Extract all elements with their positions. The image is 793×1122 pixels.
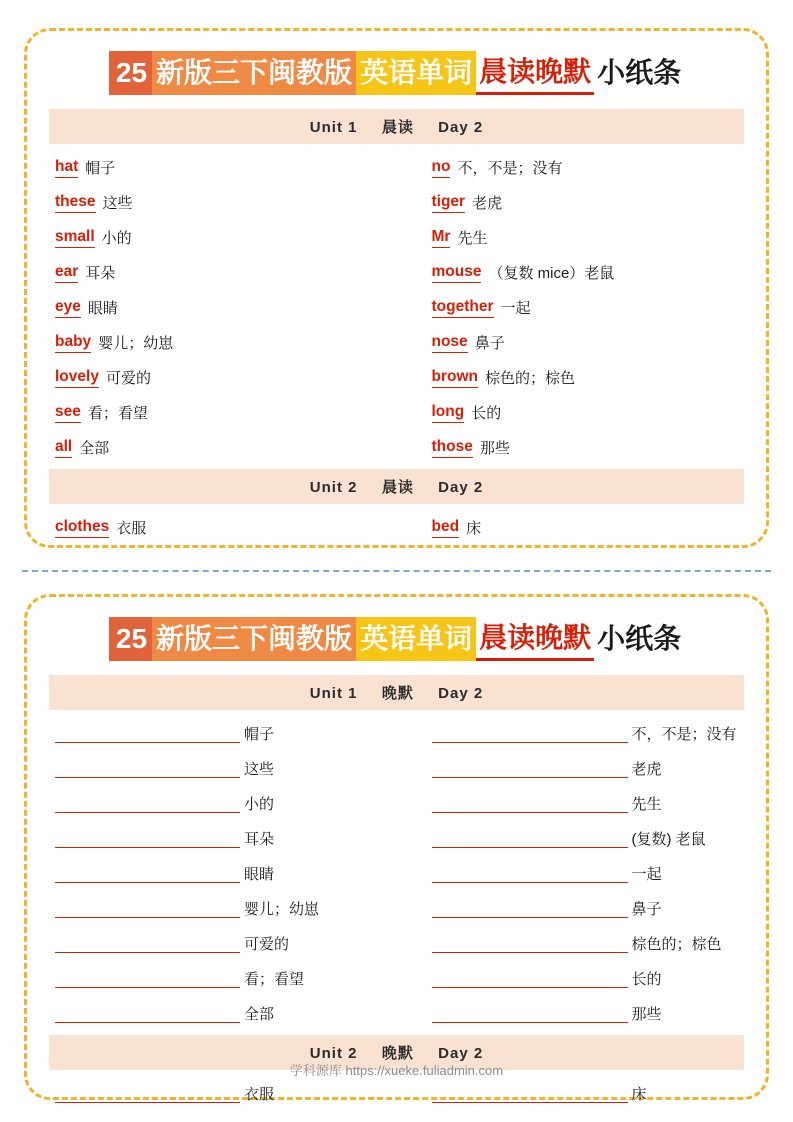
word-english: baby (55, 333, 91, 353)
page-title (49, 51, 744, 95)
word-chinese: 鼻子 (474, 335, 505, 352)
answer-blank[interactable] (432, 760, 628, 778)
word-chinese: 一起 (631, 866, 662, 883)
word-chinese: 床 (631, 1086, 647, 1103)
unit-band-1-dictation (49, 675, 744, 710)
word-item (402, 325, 745, 360)
title-segment-suffix: 小纸条 (594, 617, 684, 661)
word-item (49, 220, 392, 255)
word-english: brown (432, 368, 479, 388)
unit-day: Day 2 (438, 119, 484, 136)
word-chinese: 长的 (471, 405, 502, 422)
word-chinese: 眼睛 (87, 300, 118, 317)
answer-blank[interactable] (432, 1085, 628, 1103)
word-english: Mr (432, 228, 451, 248)
word-item (49, 395, 392, 430)
word-chinese: 老虎 (631, 761, 662, 778)
dictation-item (49, 821, 392, 856)
unit-label: Unit 2 (309, 479, 358, 496)
dictation-item (402, 716, 745, 751)
word-chinese: 那些 (479, 440, 510, 457)
word-english: bed (432, 518, 460, 538)
word-chinese: 全部 (244, 1006, 275, 1023)
word-item (49, 430, 392, 465)
title-segment-subject: 英语单词 (356, 617, 476, 661)
unit-day: Day 2 (438, 479, 484, 496)
answer-blank[interactable] (55, 935, 240, 953)
unit-mode: 晚默 (381, 1045, 414, 1062)
word-grid-unit2-morning (49, 510, 744, 545)
unit-mode: 晨读 (381, 479, 414, 496)
word-item (49, 510, 392, 545)
word-chinese: 可爱的 (244, 936, 290, 953)
word-chinese: 衣服 (116, 520, 147, 537)
answer-blank[interactable] (55, 1005, 240, 1023)
word-chinese: 看；看望 (244, 971, 305, 988)
word-item (49, 325, 392, 360)
word-chinese: 棕色的；棕色 (485, 370, 576, 387)
dictation-item (402, 751, 745, 786)
unit-label: Unit 2 (309, 1045, 358, 1062)
word-chinese: 不，不是；没有 (457, 160, 563, 177)
word-chinese: (复数) 老鼠 (631, 831, 706, 848)
dictation-item (49, 856, 392, 891)
unit-label: Unit 1 (309, 119, 358, 136)
word-chinese: 可爱的 (105, 370, 151, 387)
word-english: small (55, 228, 95, 248)
morning-reading-card (24, 28, 769, 548)
word-chinese: 全部 (79, 440, 110, 457)
word-item (49, 360, 392, 395)
word-chinese: 不，不是；没有 (631, 726, 737, 743)
answer-blank[interactable] (432, 865, 628, 883)
answer-blank[interactable] (55, 865, 240, 883)
word-chinese: 先生 (457, 230, 488, 247)
dictation-item (49, 891, 392, 926)
word-english: lovely (55, 368, 99, 388)
word-chinese: 小的 (101, 230, 132, 247)
word-item (402, 510, 745, 545)
dictation-item (402, 891, 745, 926)
answer-blank[interactable] (432, 970, 628, 988)
word-english: see (55, 403, 81, 423)
title-number: 25 (109, 617, 152, 661)
answer-blank[interactable] (55, 795, 240, 813)
dictation-item (49, 996, 392, 1031)
unit-band-1 (49, 109, 744, 144)
unit-day: Day 2 (438, 1045, 484, 1062)
answer-blank[interactable] (432, 830, 628, 848)
answer-blank[interactable] (432, 1005, 628, 1023)
answer-blank[interactable] (55, 970, 240, 988)
unit-band-2 (49, 469, 744, 504)
word-chinese: 婴儿；幼崽 (98, 335, 174, 352)
dictation-item (49, 1076, 392, 1111)
title-number: 25 (109, 51, 152, 95)
word-chinese: 衣服 (244, 1086, 275, 1103)
word-chinese: 这些 (244, 761, 275, 778)
word-chinese: （复数 mice）老鼠 (488, 265, 615, 282)
word-grid-unit1-morning (49, 150, 744, 465)
page-divider (22, 570, 771, 572)
word-english: ear (55, 263, 78, 283)
title-segment-edition: 新版三下闽教版 (152, 617, 356, 661)
unit-mode: 晨读 (381, 119, 414, 136)
unit-label: Unit 1 (309, 685, 358, 702)
answer-blank[interactable] (55, 830, 240, 848)
answer-blank[interactable] (432, 935, 628, 953)
word-item (402, 185, 745, 220)
word-chinese: 耳朵 (244, 831, 275, 848)
word-chinese: 棕色的；棕色 (631, 936, 722, 953)
word-chinese: 一起 (500, 300, 531, 317)
word-english: long (432, 403, 465, 423)
answer-blank[interactable] (55, 1085, 240, 1103)
word-chinese: 那些 (631, 1006, 662, 1023)
dictation-item (402, 786, 745, 821)
word-item (402, 360, 745, 395)
word-chinese: 小的 (244, 796, 275, 813)
unit-mode: 晚默 (381, 685, 414, 702)
word-english: mouse (432, 263, 482, 283)
word-item (402, 430, 745, 465)
answer-blank[interactable] (432, 725, 628, 743)
word-english: hat (55, 158, 78, 178)
word-chinese: 这些 (102, 195, 133, 212)
dictation-item (49, 961, 392, 996)
answer-blank[interactable] (55, 900, 240, 918)
word-english: eye (55, 298, 81, 318)
word-item (402, 220, 745, 255)
word-item (49, 290, 392, 325)
dictation-grid-unit1 (49, 716, 744, 1031)
dictation-item (402, 821, 745, 856)
dictation-item (49, 926, 392, 961)
word-chinese: 婴儿；幼崽 (244, 901, 320, 918)
word-item (49, 255, 392, 290)
word-chinese: 床 (466, 520, 482, 537)
word-chinese: 眼睛 (244, 866, 275, 883)
word-chinese: 鼻子 (631, 901, 662, 918)
word-chinese: 长的 (631, 971, 662, 988)
dictation-item (402, 856, 745, 891)
dictation-item (402, 926, 745, 961)
word-chinese: 帽子 (85, 160, 116, 177)
title-segment-mode: 晨读晚默 (476, 617, 594, 661)
dictation-item (49, 786, 392, 821)
word-english: nose (432, 333, 468, 353)
word-english: those (432, 438, 473, 458)
page-title-2 (49, 617, 744, 661)
dictation-item (402, 1076, 745, 1111)
word-chinese: 看；看望 (87, 405, 148, 422)
watermark: 学科源库 https://xueke.fuliadmin.com (289, 1063, 504, 1078)
unit-day: Day 2 (438, 685, 484, 702)
dictation-card (24, 594, 769, 1103)
word-english: all (55, 438, 72, 458)
word-english: clothes (55, 518, 109, 538)
word-item (49, 150, 392, 185)
word-item (49, 185, 392, 220)
answer-blank[interactable] (432, 900, 628, 918)
unit-band-2-dictation (49, 1035, 744, 1070)
word-chinese: 先生 (631, 796, 662, 813)
dictation-item (402, 996, 745, 1031)
word-item (402, 395, 745, 430)
word-english: no (432, 158, 451, 178)
dictation-item (402, 961, 745, 996)
word-item (402, 150, 745, 185)
title-segment-subject: 英语单词 (356, 51, 476, 95)
word-english: tiger (432, 193, 466, 213)
title-segment-suffix: 小纸条 (594, 51, 684, 95)
dictation-item (49, 716, 392, 751)
dictation-grid-unit2 (49, 1076, 744, 1111)
word-english: these (55, 193, 96, 213)
word-item (402, 290, 745, 325)
answer-blank[interactable] (55, 725, 240, 743)
word-chinese: 耳朵 (85, 265, 116, 282)
word-chinese: 老虎 (472, 195, 503, 212)
answer-blank[interactable] (432, 795, 628, 813)
title-segment-edition: 新版三下闽教版 (152, 51, 356, 95)
word-chinese: 帽子 (244, 726, 275, 743)
word-item (402, 255, 745, 290)
answer-blank[interactable] (55, 760, 240, 778)
title-segment-mode: 晨读晚默 (476, 51, 594, 95)
word-english: together (432, 298, 494, 318)
dictation-item (49, 751, 392, 786)
